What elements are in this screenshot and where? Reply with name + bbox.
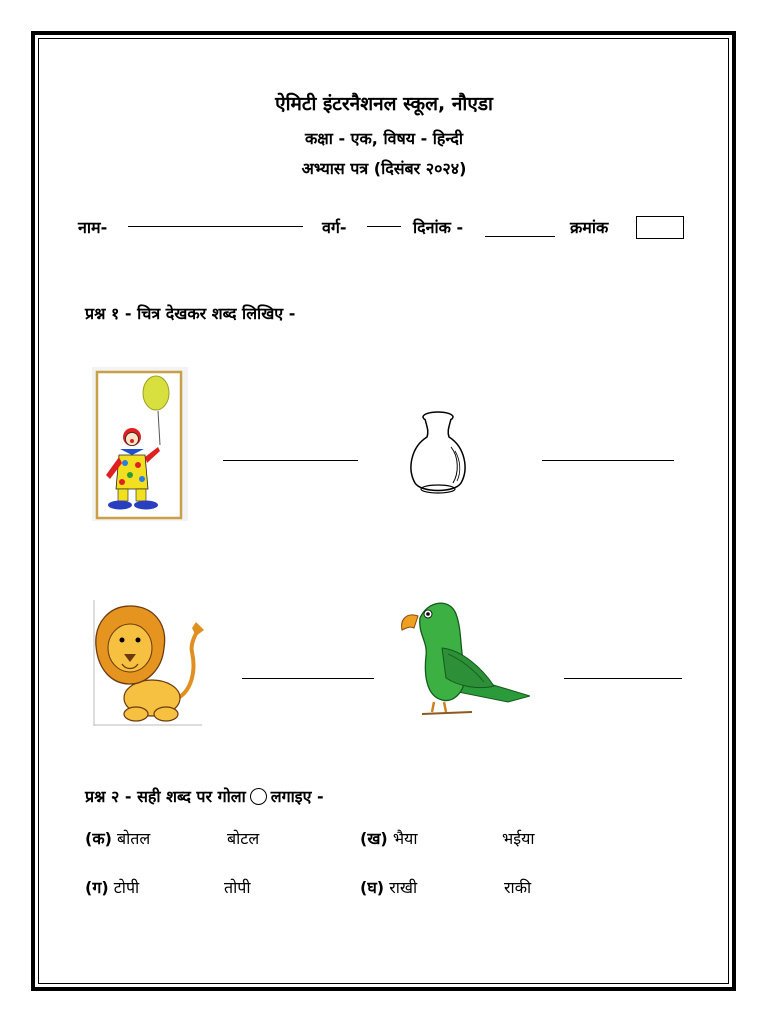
item-kha: [360, 827, 418, 849]
date-label: दिनांक -: [413, 218, 464, 237]
name-label: नाम-: [78, 218, 108, 237]
vase-icon: [403, 407, 473, 499]
item-kha-option-2[interactable]: भईया: [502, 829, 535, 848]
circle-symbol-icon: [250, 788, 267, 805]
clown-picture: [92, 367, 188, 521]
item-ga: [85, 876, 139, 898]
clown-icon: [92, 367, 188, 521]
item-ka-option-1[interactable]: बोतल: [117, 829, 151, 848]
roll-number-box[interactable]: [636, 216, 684, 239]
item-gha-marker: (घ): [360, 878, 385, 897]
parrot-icon: [398, 594, 530, 726]
question-2-title: [85, 785, 324, 807]
answer-line-3[interactable]: [242, 678, 374, 679]
lion-icon: [92, 600, 204, 726]
answer-line-1[interactable]: [223, 460, 358, 461]
item-kha-option-1[interactable]: भैया: [392, 829, 418, 848]
school-title: ऐमिटी इंटरनैशनल स्कूल, नौएडा: [275, 93, 493, 115]
question-1-title: प्रश्न १ - चित्र देखकर शब्द लिखिए -: [85, 304, 296, 323]
question-2-title-end: लगाइए -: [270, 787, 324, 806]
answer-line-2[interactable]: [542, 460, 674, 461]
student-info-row: [0, 216, 768, 242]
item-ga-option-2[interactable]: तोपी: [224, 878, 251, 897]
item-ka: [85, 827, 150, 849]
name-field[interactable]: [128, 216, 303, 227]
vase-picture: [403, 407, 473, 499]
item-gha: [360, 876, 417, 898]
worksheet-title: अभ्यास पत्र (दिसंबर २०२४): [301, 159, 467, 178]
date-field[interactable]: [485, 216, 555, 237]
class-label: वर्ग-: [322, 218, 347, 237]
item-ga-option-1[interactable]: टोपी: [113, 878, 140, 897]
parrot-picture: [398, 594, 530, 726]
item-gha-option-2[interactable]: राकी: [504, 878, 532, 897]
class-field[interactable]: [367, 216, 401, 227]
lion-picture: [92, 600, 204, 726]
item-kha-marker: (ख): [360, 829, 388, 848]
item-ka-marker: (क): [85, 829, 112, 848]
item-gha-option-1[interactable]: राखी: [389, 878, 418, 897]
answer-line-4[interactable]: [564, 678, 682, 679]
item-ga-marker: (ग): [85, 878, 109, 897]
question-2-title-start: प्रश्न २ - सही शब्द पर गोला: [85, 787, 246, 806]
item-ka-option-2[interactable]: बोटल: [227, 829, 260, 848]
class-subject-line: कक्षा - एक, विषय - हिन्दी: [304, 129, 464, 148]
roll-label: क्रमांक: [570, 218, 609, 237]
